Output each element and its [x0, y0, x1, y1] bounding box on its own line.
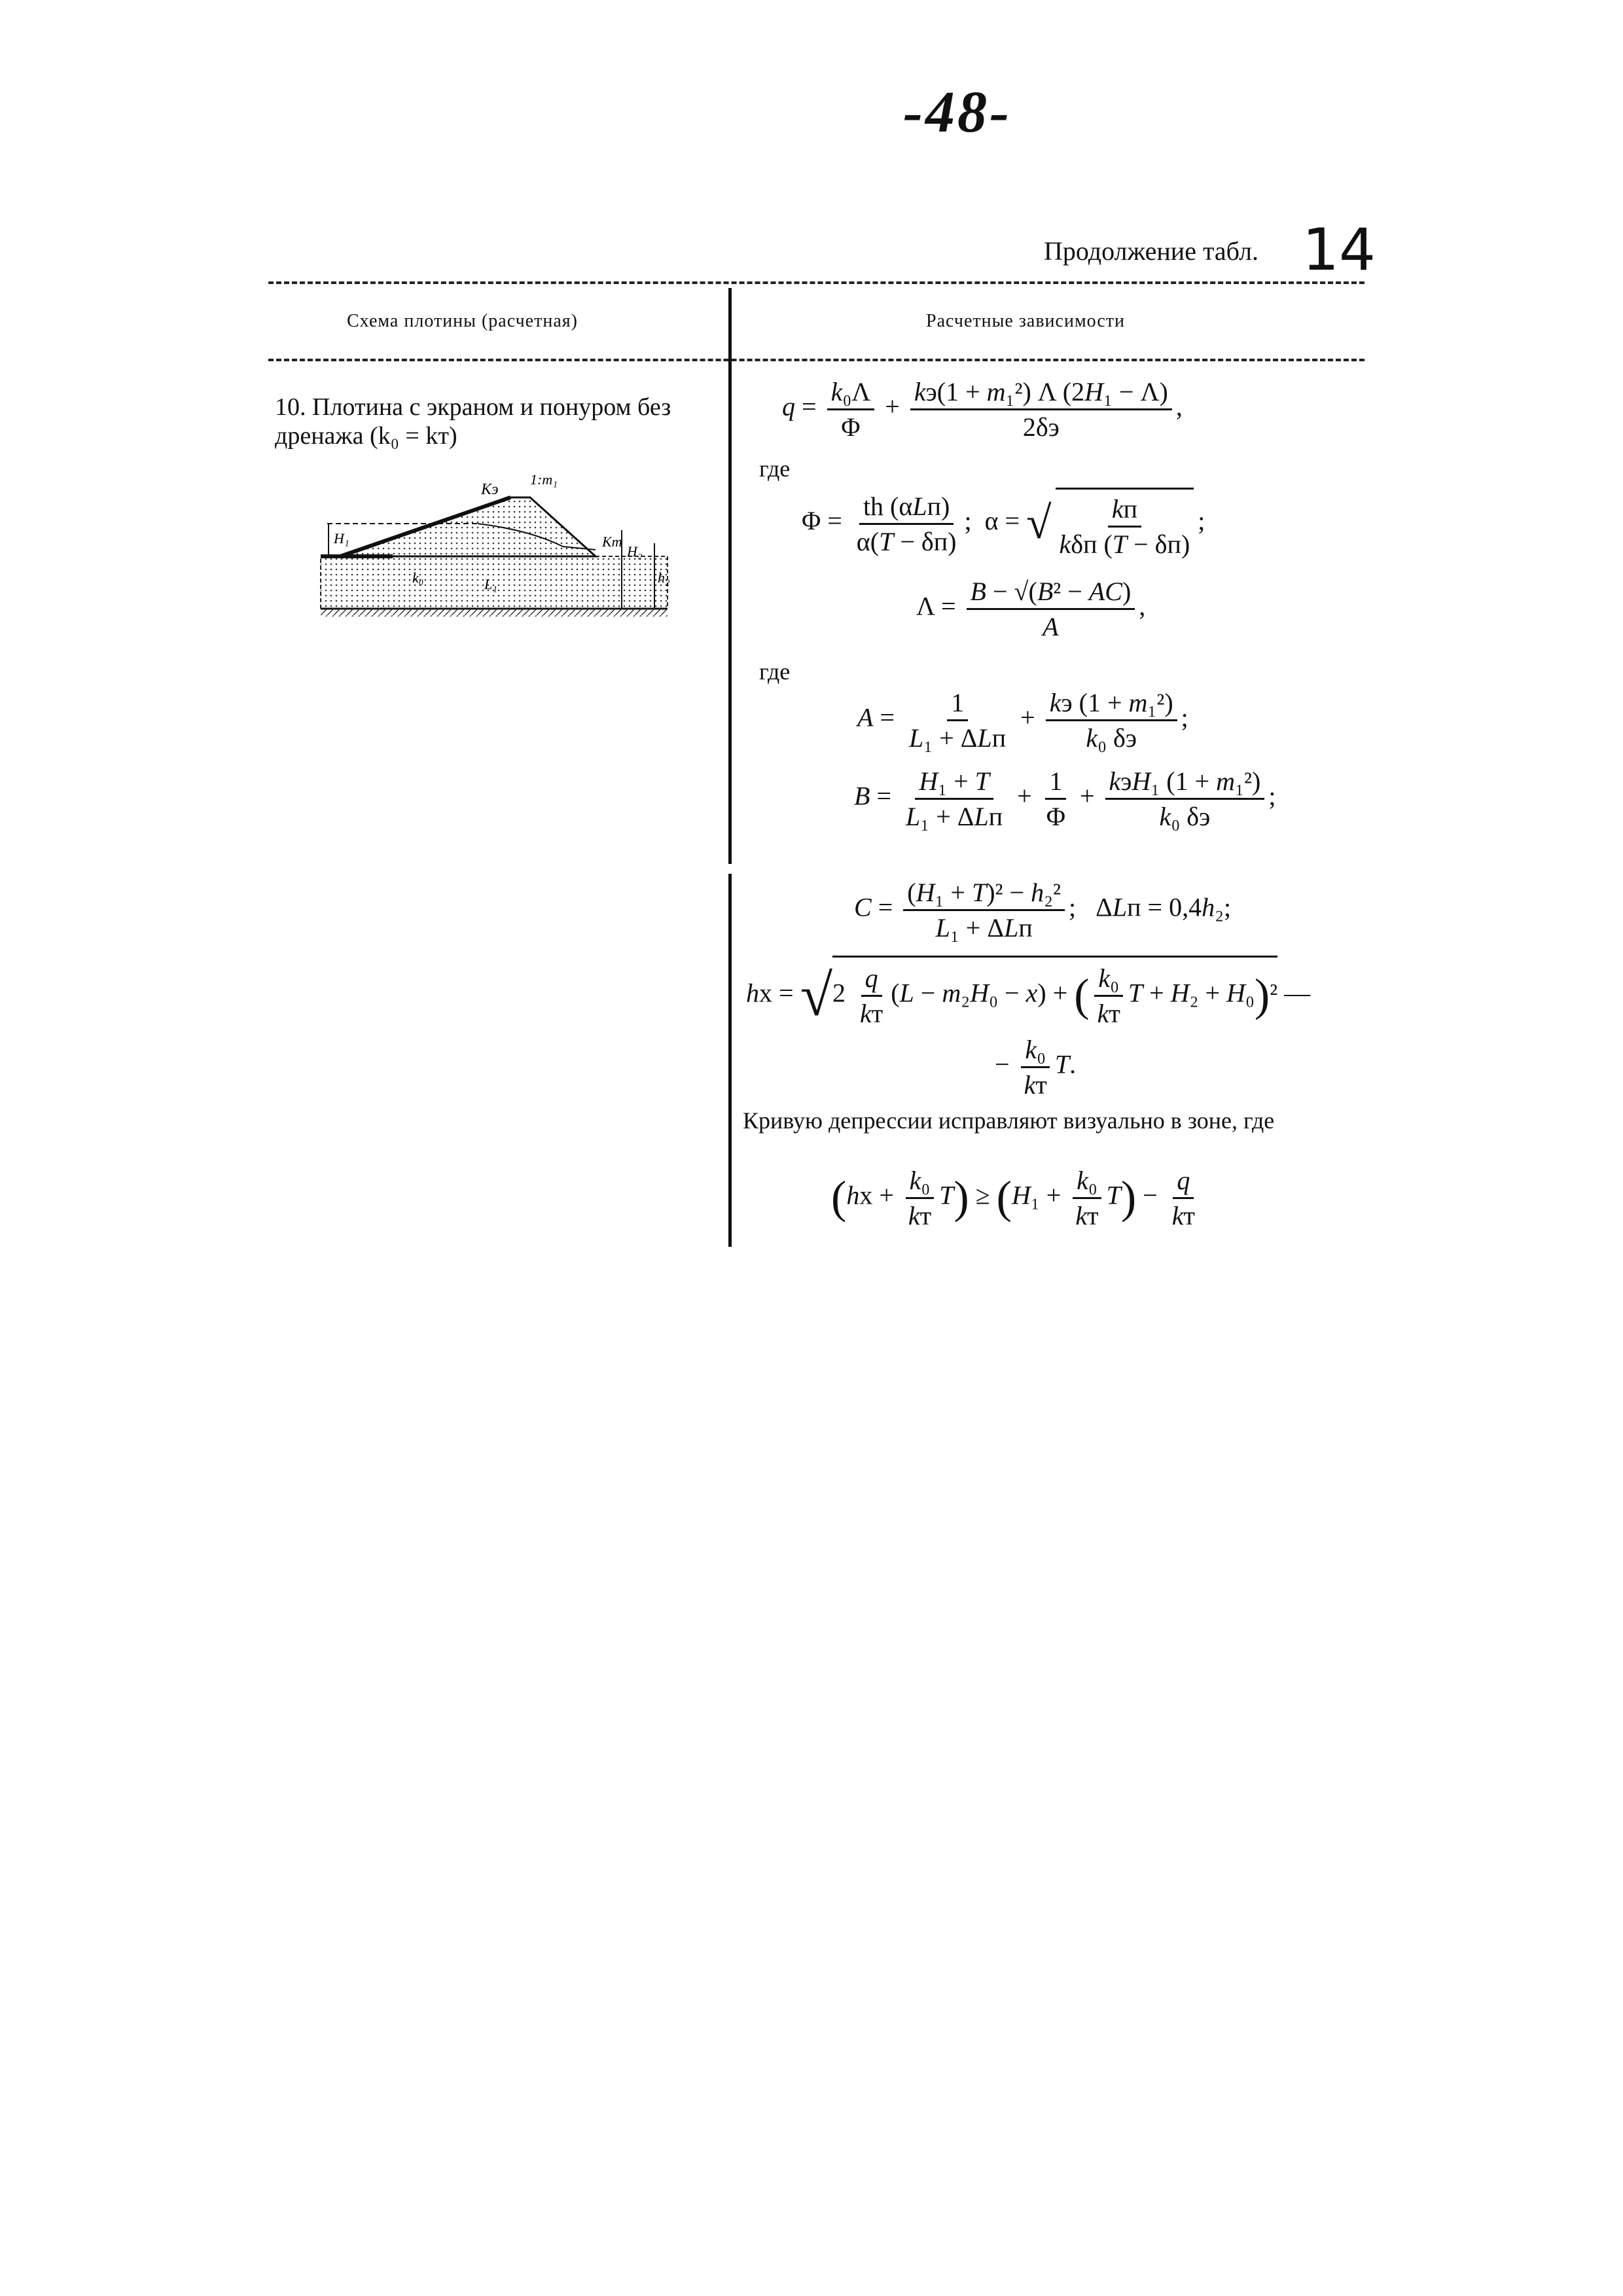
formula-A: A = $\frac{1}{\text{L₁ + ΔLп}}$ + $\frac{\text{kэ (1 + m₁²)}}{\text{k₀ δэ}}$ ;	[857, 688, 1188, 753]
formula-hx-tail: − $\frac{\text{k₀}}{kт}$ T.	[995, 1035, 1077, 1100]
svg-text:H₁: H₁	[334, 530, 349, 547]
right-column-header: Расчетные зависимости	[926, 311, 1126, 331]
formula-condition: (hx + $\frac{\text{k₀}}{kт}$ T) ≥ (H₁ + $\frac{\text{k₀}}{kт}$ T) − $\frac{q}{kт}$	[831, 1166, 1195, 1230]
formula-lambda: Λ = $\frac{\text{B − √(B² − AC)}}{A}$ ,	[916, 577, 1146, 641]
formula-phi-alpha: Φ = $\frac{\text{th (αLп)}}{\alpha(T - \delta п)}$ ; α = √ $\frac{kп}{\text{kδп (T − δп)}}$ ;	[802, 488, 1205, 560]
table-continuation-label: Продолжение табл.	[1044, 236, 1258, 266]
table-header-rule	[268, 359, 1364, 361]
formula-C: C = $\frac{\text{(H₁ + T)² − h₂²}}{\text{L₁ + ΔLп}}$ ; ΔLп = 0,4h₂;	[854, 878, 1232, 942]
svg-text:Kэ: Kэ	[481, 481, 499, 498]
row-title: 10. Плотина с экраном и понуром без дренажа (k₀ = kт)	[275, 393, 671, 450]
table-top-rule	[268, 281, 1364, 284]
dam-scheme-diagram	[314, 458, 681, 628]
svg-text:h₂: h₂	[658, 569, 670, 586]
note-text: Кривую депрессии исправляют визуально в зоне, где	[743, 1107, 1275, 1134]
page-number: -48-	[903, 80, 1012, 145]
formula-hx: hx = √2 $\frac{q}{kт}$ (L − m₂H₀ − x) + ( $\frac{\text{k₀}}{kт}$ T + H₂ + H₀)² —	[746, 956, 1310, 1030]
svg-text:1:m₁: 1:m₁	[530, 471, 558, 488]
where-label-2: где	[759, 658, 791, 685]
svg-text:Kт: Kт	[602, 533, 622, 550]
column-divider-upper	[728, 288, 732, 864]
svg-text:k₀: k₀	[412, 569, 424, 586]
formula-q: q = $\frac{\text{k₀Λ}}{\Phi}$ + $\frac{\text{kэ(1 + m₁²) Λ (2H₁ − Λ)}}{2\delta э}$ ,	[782, 377, 1183, 442]
svg-text:H₂: H₂	[627, 543, 643, 560]
svg-text:L₁: L₁	[484, 576, 497, 592]
table-number: 14	[1302, 216, 1376, 283]
column-divider-lower	[728, 874, 732, 1247]
left-column-header: Схема плотины (расчетная)	[347, 311, 578, 331]
formula-B: B = $\frac{\text{H₁ + T}}{\text{L₁ + ΔLп}}$ + $\frac{1}{\Phi}$ + $\frac{\text{kэH₁ (1 + m₁²)}}{\text{k₀ δэ}}$ ;	[854, 766, 1276, 831]
where-label-1: где	[759, 456, 791, 482]
